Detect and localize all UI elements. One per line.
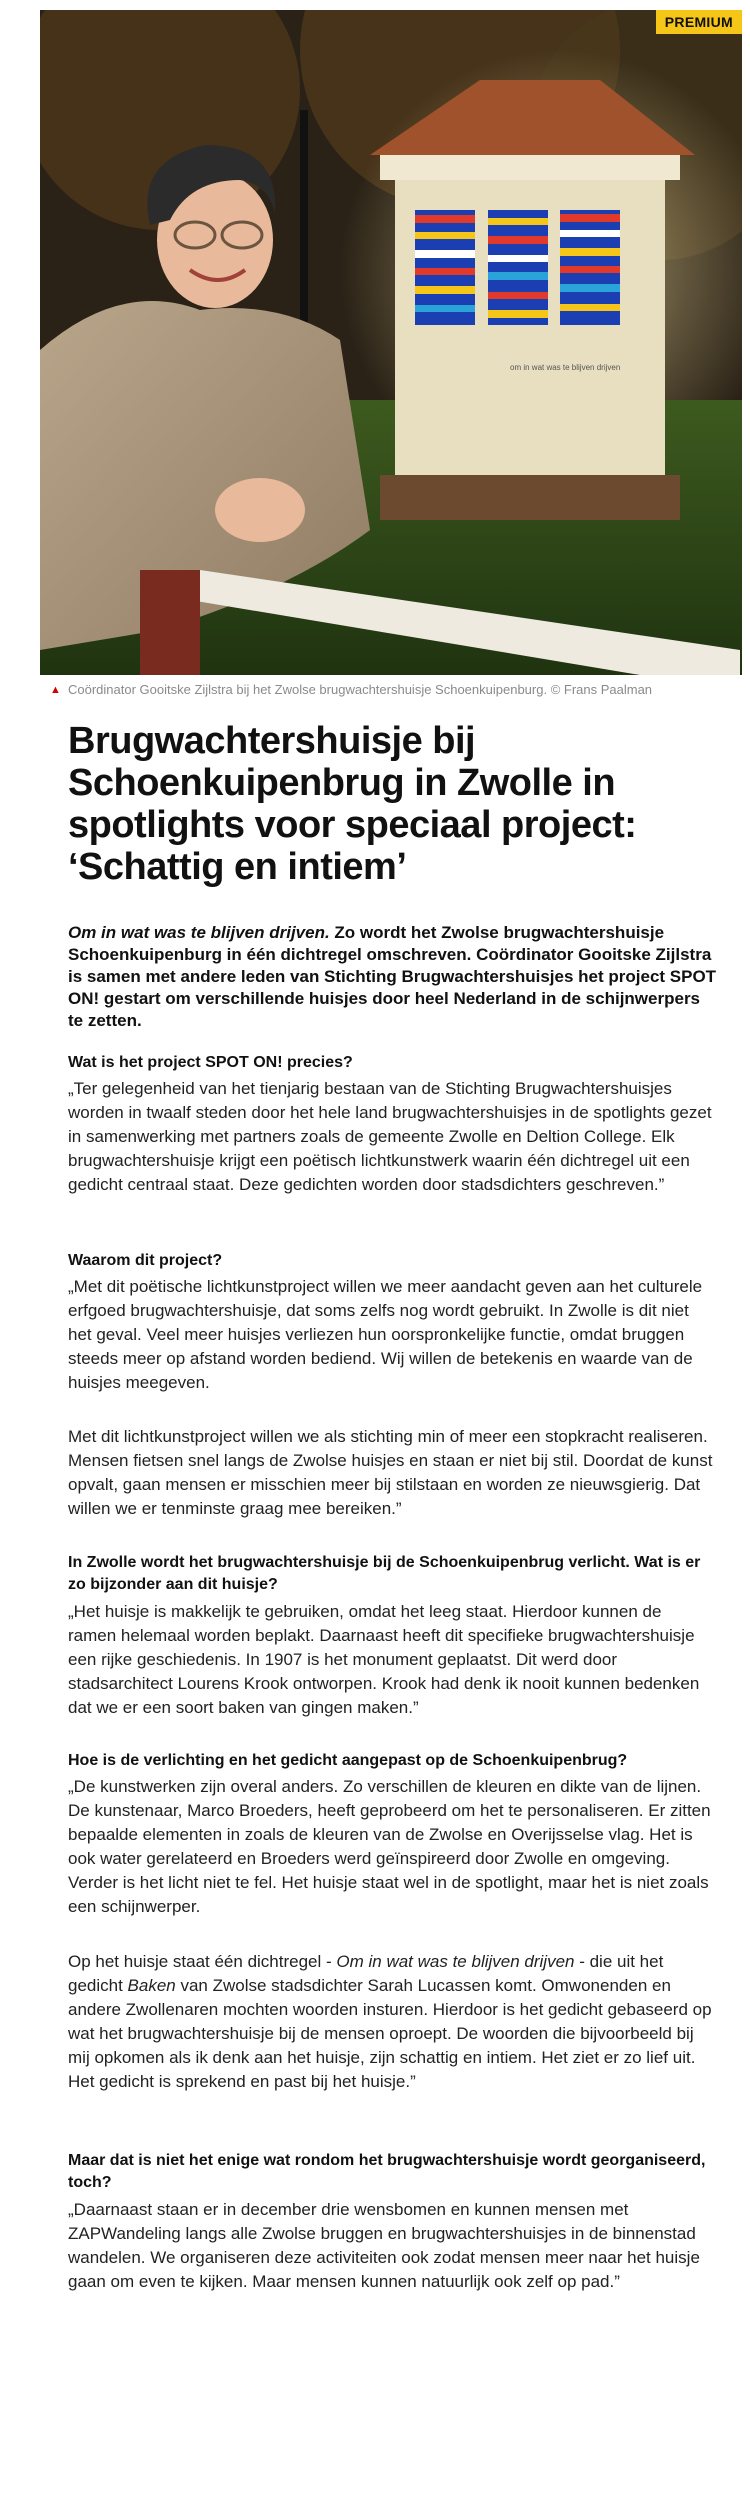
article-intro xyxy=(68,922,718,1032)
article-title: Brugwachtershuisje bij Schoenkuipenbrug in Zwolle in spotlights voor speciaal project: ‘Schattig en intiem’ xyxy=(68,720,637,888)
intro-text: Zo wordt het Zwolse brugwachtershuisje Schoenkuipenburg in één dichtregel omschreven. Coördinator Gooitske Zijlstra is samen met andere leden van Stichting Brugwachtershuisjes het project SPOT ON! gestart om verschillende huisjes door heel Nederland in de schijnwerpers te zetten. xyxy=(68,923,717,1030)
section-heading-5: Maar dat is niet het enige wat rondom het brugwachtershuisje wordt georganiseerd, toch? xyxy=(68,2152,706,2191)
section-3-paragraph-1: „Het huisje is makkelijk te gebruiken, omdat het leeg staat. Hierdoor kunnen de ramen helemaal worden beplakt. Daarnaast heeft dit specifieke brugwachtershuisje een rijke geschiedenis. In 1907 is het monument geplaatst. Dit werd door stadsarchitect Lourens Krook ontworpen. Krook had denk ik nooit kunnen bedenken dat we er een soort baken van gingen maken.” xyxy=(68,1602,700,1717)
section-4-paragraph-1: „De kunstwerken zijn overal anders. Zo verschillen de kleuren en dikte van de lijnen. De kunstenaar, Marco Broeders, heeft geprobeerd om het te personaliseren. Er zitten bepaalde elementen in zoals de kleuren van de Zwolse en Overijsselse vlag. Het is ook water gerelateerd en Broeders werd geïnspireerd door Zwolle en omgeving. Verder is het licht niet te fel. Het huisje staat wel in de spotlight, maar het is niet zoals een schijnwerper. xyxy=(68,1777,711,1916)
section-1-paragraph-1: „Ter gelegenheid van het tienjarig bestaan van de Stichting Brugwachtershuisjes worden in twaalf steden door het hele land brugwachtershuisjes in de spotlights gezet in samenwerking met partners zoals de gemeente Zwolle en Deltion College. Elk brugwachtershuisje krijgt een poëtisch lichtkunstwerk waarin één dichtregel uit een gedicht centraal staat. Deze gedichten worden door stadsdichters geschreven.” xyxy=(68,1079,712,1194)
s4-text-a: Op het huisje staat één dichtregel - xyxy=(68,1952,337,1971)
section-2-paragraph-2: Met dit lichtkunstproject willen we als stichting min of meer een stopkracht realiseren. Mensen fietsen snel langs de Zwolse huisjes en staan er niet bij stil. Doordat de kunst opvalt, gaan mensen er misschien meer bij stilstaan en worden ze nieuwsgierig. Dat willen we er tenminste graag mee bereiken.” xyxy=(68,1427,713,1518)
intro-italic: Om in wat was te blijven drijven. xyxy=(68,923,330,942)
section-5-paragraph-1: „Daarnaast staan er in december drie wensbomen en kunnen mensen met ZAPWandeling langs alle Zwolse bruggen en brugwachtershuisjes in de binnenstad wandelen. We organiseren deze activiteiten ook zodat mensen meer naar het huisje gaan om even te kijken. Maar mensen kunnen natuurlijk ook zelf op pad.” xyxy=(68,2200,700,2291)
s4-poem-line: Om in wat was te blijven drijven xyxy=(336,1952,575,1971)
image-caption xyxy=(50,682,748,697)
section-heading-3: In Zwolle wordt het brugwachtershuisje bij de Schoenkuipenbrug verlicht. Wat is er zo bijzonder aan dit huisje? xyxy=(68,1554,701,1593)
window-poem-text: om in wat was te blijven drijven xyxy=(510,363,621,372)
section-2-paragraph-1: „Met dit poëtische lichtkunstproject willen we meer aandacht geven aan het culturele erfgoed brugwachtershuisje, dat soms zelfs nog wordt gebruikt. In Zwolle is dit niet het geval. Veel meer huisjes verliezen hun oorspronkelijke functie, omdat bruggen steeds meer op afstand worden bediend. Wij willen de betekenis en waarde van de huisjes meegeven. xyxy=(68,1277,703,1392)
s4-text-b: - die uit het gedicht xyxy=(68,1952,664,1995)
section-heading-2: Waarom dit project? xyxy=(68,1252,223,1269)
caption-triangle-icon: ▲ xyxy=(50,684,61,696)
caption-text: Coördinator Gooitske Zijlstra bij het Zwolse brugwachtershuisje Schoenkuipenburg. © Frans Paalman xyxy=(68,682,653,697)
s4-poem-title: Baken xyxy=(127,1976,176,1995)
hero-photo xyxy=(40,10,742,675)
section-heading-1: Wat is het project SPOT ON! precies? xyxy=(68,1054,353,1071)
section-heading-4: Hoe is de verlichting en het gedicht aangepast op de Schoenkuipenbrug? xyxy=(68,1752,628,1769)
hero-image xyxy=(40,10,742,675)
section-4-paragraph-2 xyxy=(68,1950,713,2094)
premium-badge: PREMIUM xyxy=(656,10,742,34)
s4-text-c: van Zwolse stadsdichter Sarah Lucassen komt. Omwonenden en andere Zwollenaren mochten woorden insturen. Hierdoor is het gedicht gebaseerd op wat het brugwachtershuisje bij de mensen oproept. De woorden die bijvoorbeeld bij mij opkomen als ik denk aan het huisje, zijn schattig en intiem. Het ziet er zo lief uit. Het gedicht is sprekend en past bij het huisje.” xyxy=(68,1976,712,2091)
